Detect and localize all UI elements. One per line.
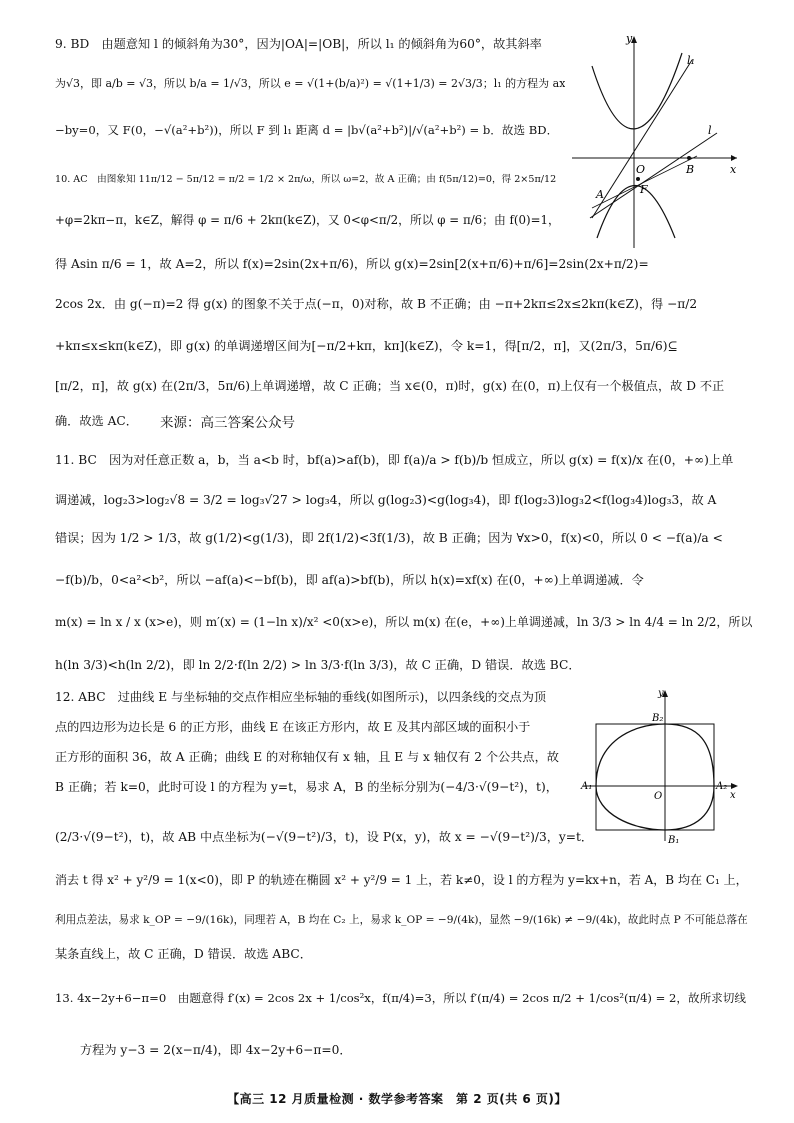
q10-line-7: 确．故选 AC． (55, 414, 138, 428)
fig1-y-label: y (626, 32, 633, 45)
curve-square-figure (578, 686, 748, 846)
q10-line-3: 得 Asin π/6 = 1，故 A=2，所以 f(x)=2sin(2x+π/6)，所以 g(x)=2sin[2(x+π/6)+π/6]=2sin(2x+π/2)= (55, 257, 649, 271)
fig1-l1-label: l₁ (687, 54, 695, 67)
q12-line-5: (2/3·√(9−t²)，t)，故 AB 中点坐标为(−√(9−t²)/3，t)，设 P(x，y)，故 x = −√(9−t²)/3，y=t． (55, 830, 594, 844)
q12-line-6: 消去 t 得 x² + y²/9 = 1(x<0)，即 P 的轨迹在椭圆 x² + y²/9 = 1 上，若 k≠0，设 l 的方程为 y=kx+n，若 A，B 均在 C₁ 上， (55, 873, 748, 887)
fig1-x-label: x (730, 163, 737, 176)
q11-line-2: 调递减，log₂3>log₂√8 = 3/2 = log₃√27 > log₃4，所以 g(log₂3)<g(log₃4)，即 f(log₂3)log₃2<f(log₃4)log₃3，故 A (55, 493, 717, 507)
fig1-l-label: l (708, 124, 712, 137)
q11-line-5: m(x) = ln x / x (x>e)，则 m′(x) = (1−ln x)/x² <0(x>e)，所以 m(x) 在(e，+∞)上单调递减，ln 3/3 > ln 4/4 = ln 2/2，所以 (55, 615, 753, 629)
fig1-b-label: B (686, 163, 695, 176)
q10-line-5: +kπ≤x≤kπ(k∈Z)，即 g(x) 的单调递增区间为[−π/2+kπ，kπ](k∈Z)，令 k=1，得[π/2，π]，又(2π/3，5π/6)⊆ (55, 339, 678, 353)
q9-line-2: 为√3，即 a/b = √3，所以 b/a = 1/√3，所以 e = √(1+(b/a)²) = √(1+1/3) = 2√3/3；l₁ 的方程为 ax (55, 77, 565, 90)
q9-line-3: −by=0，又 F(0，−√(a²+b²))，所以 F 到 l₁ 距离 d = |b√(a²+b²)|/√(a²+b²) = b．故选 BD． (55, 123, 559, 137)
fig2-x-label: x (730, 790, 736, 801)
fig1-f-label: F (640, 183, 648, 196)
fig1-a-label: A (596, 188, 604, 201)
q12-line-8: 某条直线上，故 C 正确，D 错误．故选 ABC． (55, 947, 312, 961)
fig2-b2-label: B₂ (652, 713, 664, 724)
fig2-origin-label: O (654, 791, 663, 802)
q12-line-7: 利用点差法，易求 k_OP = −9/(16k)，同理若 A，B 均在 C₂ 上，易求 k_OP = −9/(4k)，显然 −9/(16k) ≠ −9/(4k)，故此时点 P 不可能总落在 (55, 914, 748, 926)
q11-line-1: 11. BC 因为对任意正数 a，b，当 a<b 时，bf(a)>af(b)，即 f(a)/a > f(b)/b 恒成立，所以 g(x) = f(x)/x 在(0，+∞)上单 (55, 453, 734, 467)
page-footer: 【高三 12 月质量检测 · 数学参考答案 第 2 页(共 6 页)】 (227, 1092, 567, 1106)
q11-line-4: −f(b)/b，0<a²<b²，所以 −af(a)<−bf(b)，即 af(a)>bf(b)，所以 h(x)=xf(x) 在(0，+∞)上单调递减．令 (55, 573, 644, 587)
q13-line-2: 方程为 y−3 = 2(x−π/4)，即 4x−2y+6−π=0． (80, 1043, 352, 1057)
q10-line-1: 10. AC 由图象知 11π/12 − 5π/12 = π/2 = 1/2 × 2π/ω，所以 ω=2，故 A 正确；由 f(5π/12)=0，得 2×5π/12 (55, 174, 557, 185)
fig2-a2-label: A₂ (716, 781, 728, 792)
q10-line-6: [π/2，π]，故 g(x) 在(2π/3，5π/6)上单调递增，故 C 正确；当 x∈(0，π)时，g(x) 在(0，π)上仅有一个极值点，故 D 不正 (55, 379, 725, 393)
q10-line-2: +φ=2kπ−π，k∈Z，解得 φ = π/6 + 2kπ(k∈Z)，又 0<φ<π/2，所以 φ = π/6；由 f(0)=1， (55, 213, 560, 227)
fig1-origin-label: O (636, 163, 646, 176)
q10-line-4: 2cos 2x．由 g(−π)=2 得 g(x) 的图象不关于点(−π，0)对称，故 B 不正确；由 −π+2kπ≤2x≤2kπ(k∈Z)，得 −π/2 (55, 297, 698, 311)
fig2-y-label: y (658, 688, 664, 699)
hyperbola-figure (562, 28, 752, 253)
source-watermark: 来源：高三答案公众号 (160, 415, 295, 431)
q12-line-2: 点的四边形为边长是 6 的正方形，曲线 E 在该正方形内，故 E 及其内部区域的面积小于 (55, 720, 531, 734)
q12-line-1: 12. ABC 过曲线 E 与坐标轴的交点作相应坐标轴的垂线(如图所示)，以四条线的交点为顶 (55, 690, 547, 704)
q11-line-6: h(ln 3/3)<h(ln 2/2)，即 ln 2/2·f(ln 2/2) > ln 3/3·f(ln 3/3)，故 C 正确，D 错误．故选 BC． (55, 658, 581, 672)
q9-line-1: 9. BD 由题意知 l 的倾斜角为30°，因为|OA|=|OB|，所以 l₁ 的倾斜角为60°，故其斜率 (55, 37, 542, 51)
fig2-b1-label: B₁ (668, 835, 680, 846)
q12-line-4: B 正确；若 k=0，此时可设 l 的方程为 y=t，易求 A，B 的坐标分别为(−4/3·√(9−t²)，t)， (55, 780, 558, 794)
q13-line-1: 13. 4x−2y+6−π=0 由题意得 f′(x) = 2cos 2x + 1/cos²x，f(π/4)=3，所以 f′(π/4) = 2cos π/2 + 1/cos²(π/4) = 2，故所求切线 (55, 991, 746, 1005)
q12-line-3: 正方形的面积 36，故 A 正确；曲线 E 的对称轴仅有 x 轴，且 E 与 x 轴仅有 2 个公共点，故 (55, 750, 559, 764)
fig2-a1-label: A₁ (581, 781, 593, 792)
q11-line-3: 错误；因为 1/2 > 1/3，故 g(1/2)<g(1/3)，即 2f(1/2)<3f(1/3)，故 B 正确；因为 ∀x>0，f(x)<0，所以 0 < −f(a)/a < (55, 531, 723, 545)
